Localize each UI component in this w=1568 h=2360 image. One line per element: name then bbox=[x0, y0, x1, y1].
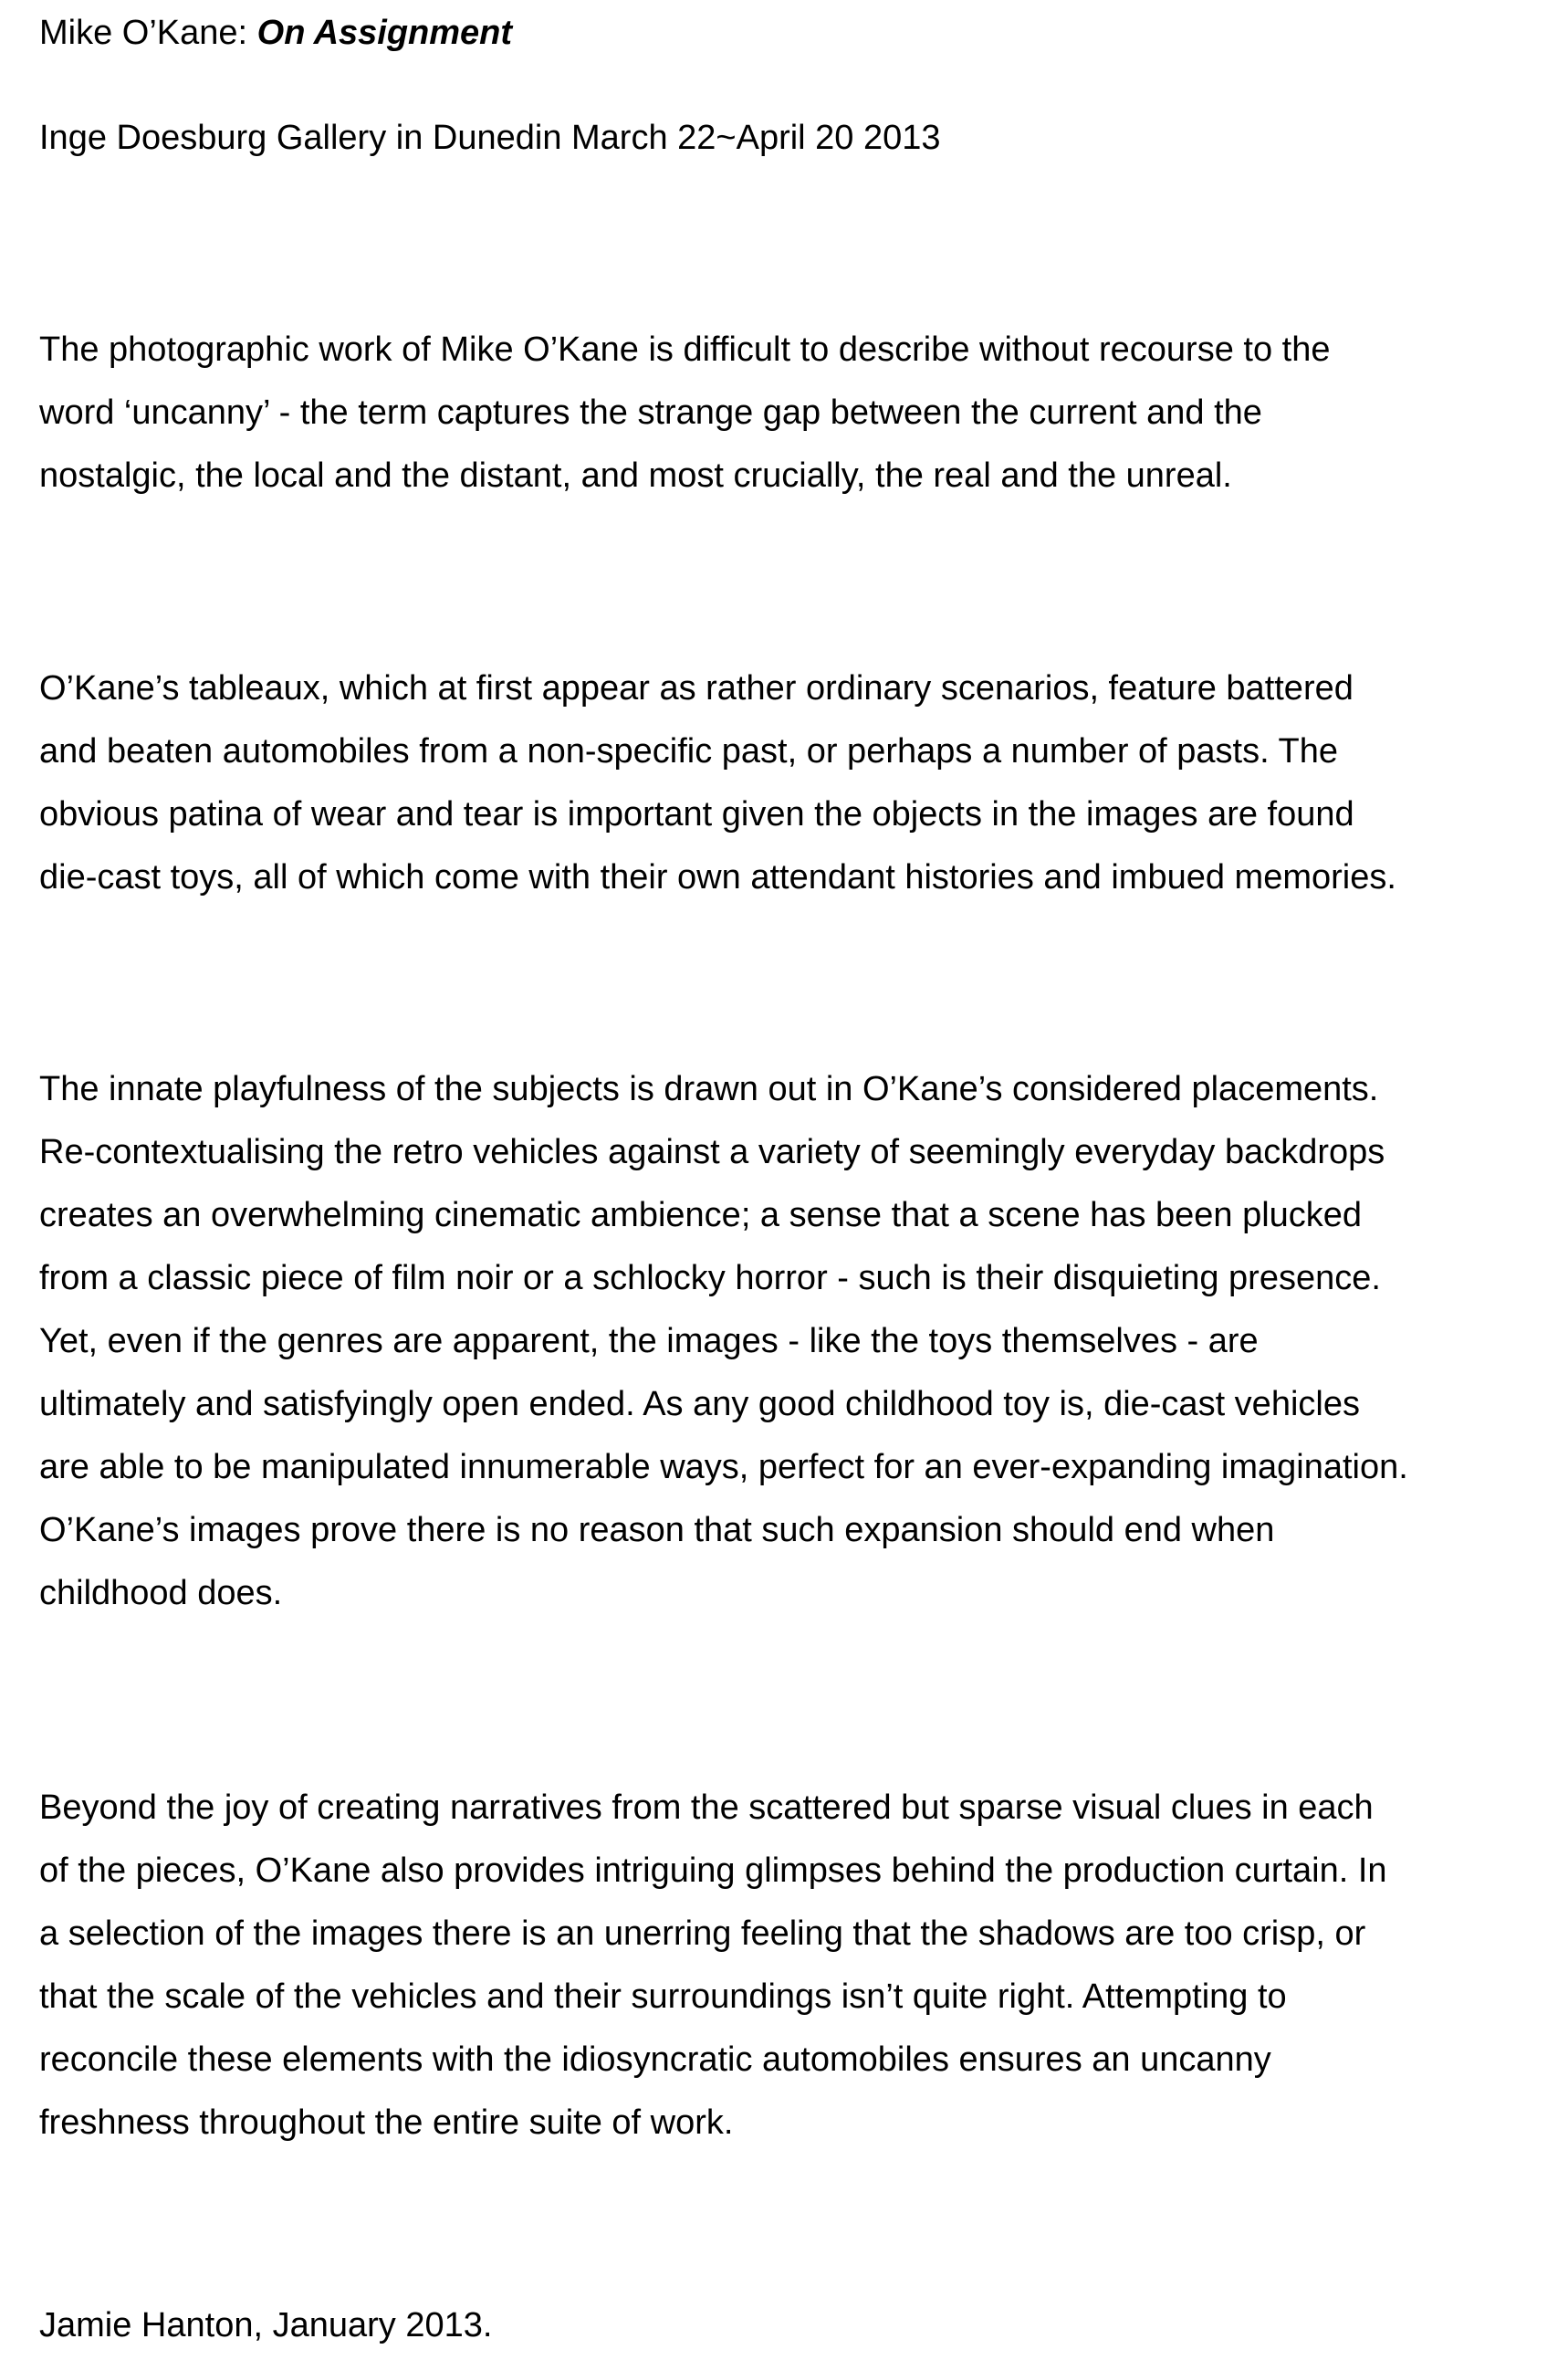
venue-dates: Inge Doesburg Gallery in Dunedin March 22~April 20 2013 bbox=[39, 119, 941, 157]
paragraph-line: Yet, even if the genres are apparent, the images - like the toys themselves - are bbox=[39, 1322, 1259, 1360]
paragraph-line: Re-contextualising the retro vehicles against a variety of seemingly everyday backdrops bbox=[39, 1133, 1385, 1171]
paragraph-line: and beaten automobiles from a non-specific past, or perhaps a number of pasts. The bbox=[39, 732, 1339, 771]
paragraph-line: a selection of the images there is an unerring feeling that the shadows are too crisp, or bbox=[39, 1914, 1366, 1953]
paragraph-1 bbox=[39, 319, 1536, 508]
paragraph-line: obvious patina of wear and tear is important given the objects in the images are found bbox=[39, 795, 1354, 834]
paragraph-3 bbox=[39, 1058, 1536, 1625]
paragraph-line: die-cast toys, all of which come with their own attendant histories and imbued memories. bbox=[39, 858, 1396, 897]
paragraph-line: creates an overwhelming cinematic ambience; a sense that a scene has been plucked bbox=[39, 1196, 1363, 1234]
paragraph-line: The photographic work of Mike O’Kane is difficult to describe without recourse to the bbox=[39, 330, 1331, 369]
paragraph-line: word ‘uncanny’ - the term captures the strange gap between the current and the bbox=[39, 393, 1262, 432]
paragraph-line: reconcile these elements with the idiosyncratic automobiles ensures an uncanny bbox=[39, 2040, 1271, 2079]
paragraph-line: ultimately and satisfyingly open ended. As any good childhood toy is, die-cast vehicles bbox=[39, 1385, 1360, 1423]
paragraph-line: are able to be manipulated innumerable ways, perfect for an ever-expanding imagination. bbox=[39, 1448, 1408, 1486]
paragraph-2 bbox=[39, 657, 1536, 909]
paragraph-4 bbox=[39, 1777, 1536, 2155]
paragraph-line: of the pieces, O’Kane also provides intriguing glimpses behind the production curtain. In bbox=[39, 1851, 1387, 1890]
document-title bbox=[39, 2, 1536, 65]
paragraph-line: Beyond the joy of creating narratives from the scattered but sparse visual clues in each bbox=[39, 1788, 1374, 1827]
paragraph-line: freshness throughout the entire suite of work. bbox=[39, 2103, 734, 2142]
author-signature: Jamie Hanton, January 2013. bbox=[39, 2306, 493, 2344]
paragraph-line: from a classic piece of film noir or a schlocky horror - such is their disquieting presence. bbox=[39, 1259, 1381, 1297]
paragraph-line: The innate playfulness of the subjects is drawn out in O’Kane’s considered placements. bbox=[39, 1070, 1379, 1108]
paragraph-line: O’Kane’s images prove there is no reason that such expansion should end when bbox=[39, 1511, 1275, 1549]
paragraph-line: that the scale of the vehicles and their surroundings isn’t quite right. Attempting to bbox=[39, 1977, 1287, 2016]
paragraph-line: nostalgic, the local and the distant, and most crucially, the real and the unreal. bbox=[39, 456, 1232, 495]
paragraph-line: childhood does. bbox=[39, 1574, 283, 1612]
artist-name: Mike O’Kane: bbox=[39, 14, 257, 52]
paragraph-line: O’Kane’s tableaux, which at first appear as rather ordinary scenarios, feature battered bbox=[39, 669, 1354, 708]
exhibition-title: On Assignment bbox=[256, 14, 513, 52]
